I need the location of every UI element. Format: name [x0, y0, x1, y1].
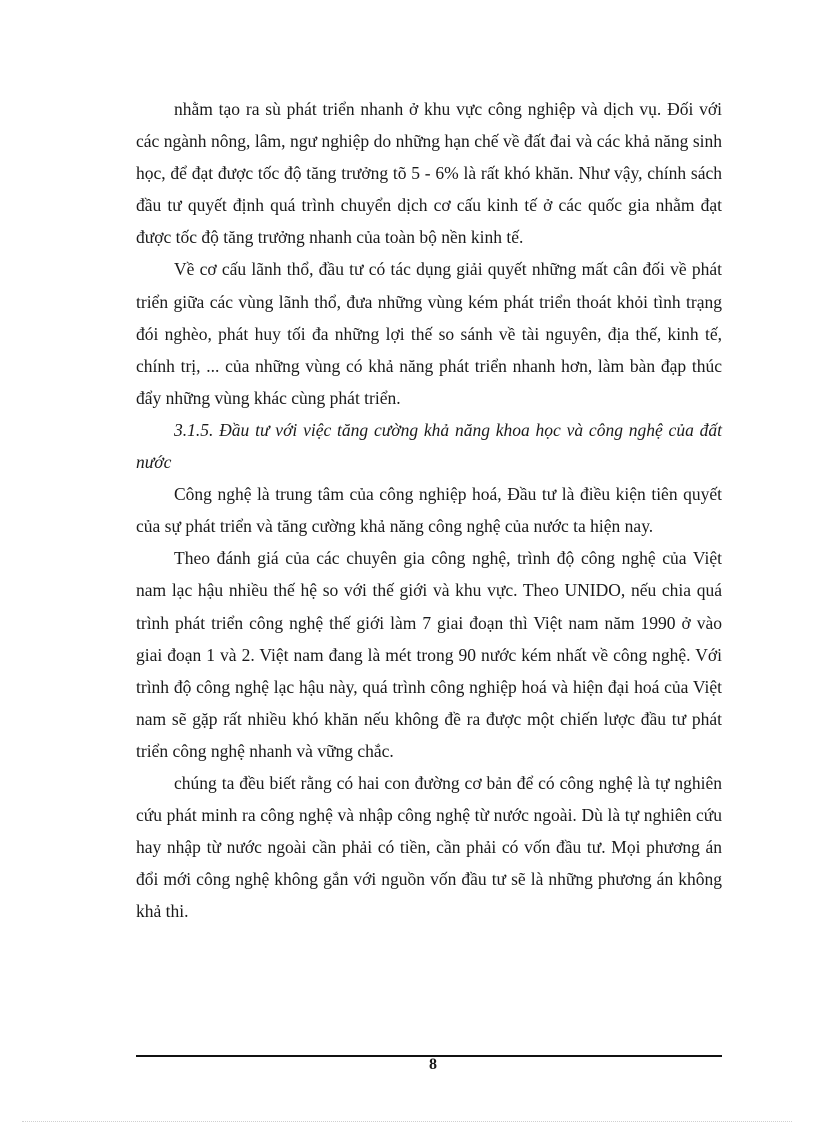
paragraph-two-paths: chúng ta đều biết rằng có hai con đường cơ bản để có công nghệ là tự nghiên cứu phát minh ra công nghệ và nhập công nghệ từ nước ngoài. Dù là tự nghiên cứu hay nhập từ nước ngoài cần phải có tiền, cần phải có vốn đầu tư. Mọi phương án đổi mới công nghệ không gắn với nguồn vốn đầu tư sẽ là những phương án không khả thi.: [136, 772, 722, 922]
paragraph-sectoral-growth: nhằm tạo ra sù phát triển nhanh ở khu vực công nghiệp và dịch vụ. Đối với các ngành nông, lâm, ngư nghiệp do những hạn chế về đất đai và các khả năng sinh học, để đạt được tốc độ tăng trưởng tõ 5 - 6% là rất khó khăn. Như vậy, chính sách đầu tư quyết định quá trình chuyển dịch cơ cấu kinh tế ở các quốc gia nhằm đạt được tốc độ tăng trưởng nhanh của toàn bộ nền kinh tế.: [136, 99, 722, 248]
section-heading-3-1-5: 3.1.5. Đầu tư với việc tăng cường khả năng khoa học và công nghệ của đất nước: [136, 419, 722, 473]
paragraph-technology-center: Công nghệ là trung tâm của công nghiệp hoá, Đầu tư là điều kiện tiên quyết của sự phát triển và tăng cường khả năng công nghệ của nước ta hiện nay.: [136, 484, 722, 537]
body-text: [136, 93, 722, 927]
page-bottom-border: [22, 1121, 792, 1122]
page-number: 8: [429, 1056, 437, 1073]
paragraph-expert-assessment: Theo đánh giá của các chuyên gia công nghệ, trình độ công nghệ của Việt nam lạc hậu nhiều thế hệ so với thế giới và khu vực. Theo UNIDO, nếu chia quá trình phát triển công nghệ thế giới làm 7 giai đoạn thì Việt nam năm 1990 ở vào giai đoạn 1 và 2. Việt nam đang là mét trong 90 nước kém nhất về công nghệ. Với trình độ công nghệ lạc hậu này, quá trình công nghiệp hoá và hiện đại hoá của Việt nam sẽ gặp rất nhiều khó khăn nếu không đề ra được một chiến lược đầu tư phát triển công nghệ nhanh và vững chắc.: [136, 548, 722, 761]
paragraph-territorial-structure: Về cơ cấu lãnh thổ, đầu tư có tác dụng giải quyết những mất cân đối về phát triển giữa các vùng lãnh thổ, đưa những vùng kém phát triển thoát khỏi tình trạng đói nghèo, phát huy tối đa những lợi thế so sánh về tài nguyên, địa thế, kinh tế, chính trị, ... của những vùng có khả năng phát triển nhanh hơn, làm bàn đạp thúc đẩy những vùng khác cùng phát triển.: [136, 259, 722, 408]
